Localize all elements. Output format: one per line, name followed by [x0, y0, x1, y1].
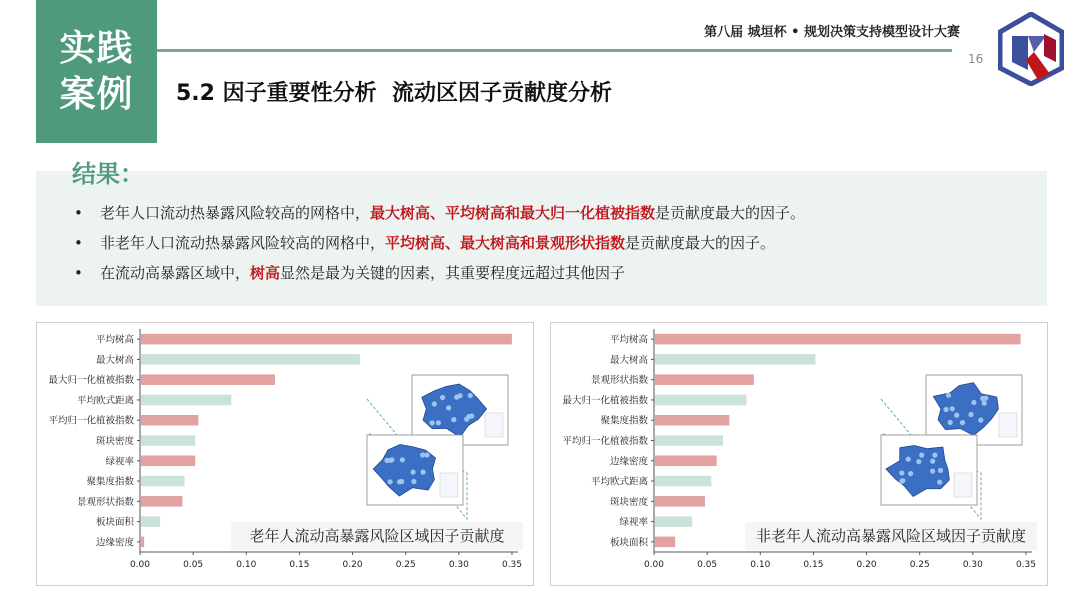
x-tick-label: 0.05: [697, 560, 718, 570]
map-speckle: [944, 407, 949, 412]
map-speckle: [982, 401, 987, 406]
map-speckle: [899, 470, 904, 475]
map-speckle: [421, 470, 426, 475]
bar: [141, 516, 160, 527]
category-label: 板块面积: [609, 537, 648, 549]
map-speckle: [432, 401, 437, 406]
map-speckle: [469, 413, 474, 418]
chart-caption: 老年人流动高暴露风险区域因子贡献度: [249, 527, 505, 545]
category-label: 景观形状指数: [76, 496, 134, 508]
chart-caption: 非老年人流动高暴露风险区域因子贡献度: [755, 527, 1027, 545]
x-tick-label: 0.00: [643, 560, 665, 570]
contest-logo-icon: [998, 12, 1064, 86]
result-bullet-list: [74, 198, 805, 288]
map-speckle: [440, 395, 445, 400]
x-tick-label: 0.20: [856, 560, 877, 570]
category-label: 板块面积: [95, 517, 134, 529]
x-tick-label: 0.15: [803, 560, 824, 570]
bar: [655, 334, 1021, 345]
bar: [655, 496, 705, 507]
highlighted-text: 平均树高、最大树高和景观形状指数: [385, 234, 626, 252]
x-tick-label: 0.10: [236, 560, 257, 570]
bar: [655, 374, 754, 385]
x-tick-label: 0.25: [395, 560, 416, 570]
map-speckle: [919, 453, 924, 458]
bar: [141, 456, 195, 467]
category-label: 最大树高: [95, 354, 134, 366]
map-speckle: [930, 459, 935, 464]
x-tick-label: 0.10: [750, 560, 771, 570]
map-speckle: [458, 393, 463, 398]
bullet-text: 非老年人口流动热暴露风险较高的网格中，: [100, 234, 386, 252]
result-bullet: [74, 258, 805, 288]
map-speckle: [930, 469, 935, 474]
bar: [655, 537, 675, 548]
header-divider: [157, 49, 952, 52]
category-label: 斑块密度: [95, 436, 134, 447]
bullet-dot: •: [74, 264, 83, 282]
category-label: 斑块密度: [609, 496, 648, 508]
map-speckle: [938, 468, 943, 473]
map-legend: [485, 413, 503, 437]
bullet-text: 老年人口流动热暴露风险较高的网格中，: [100, 204, 371, 222]
map-legend: [954, 473, 972, 497]
category-label: 绿视率: [105, 456, 134, 468]
category-label: 聚集度指数: [600, 415, 648, 427]
badge-line-2: 案例: [59, 73, 134, 115]
map-speckle: [388, 479, 393, 484]
map-speckle: [978, 418, 983, 423]
map-speckle: [464, 417, 469, 422]
map-speckle: [399, 479, 404, 484]
map-speckle: [451, 417, 456, 422]
map-speckle: [420, 452, 425, 457]
map-speckle: [950, 406, 955, 411]
category-label: 最大归一化植被指数: [48, 375, 134, 387]
result-bullet: [74, 228, 805, 258]
inset-map-thumbnails: [881, 375, 1022, 519]
category-label: 聚集度指数: [86, 476, 134, 488]
map-speckle: [430, 420, 435, 425]
bullet-dot: •: [74, 234, 83, 252]
map-speckle: [384, 458, 389, 463]
badge-line-1: 实践: [59, 27, 134, 69]
map-speckle: [971, 400, 976, 405]
bar: [655, 456, 717, 467]
category-label: 平均归一化植被指数: [48, 415, 134, 427]
bar: [141, 395, 231, 406]
category-label: 边缘密度: [95, 537, 134, 549]
category-label: 平均欧式距离: [590, 476, 648, 488]
category-label: 边缘密度: [609, 456, 648, 468]
map-speckle: [980, 396, 985, 401]
highlighted-text: 树高: [250, 264, 281, 282]
bullet-text: 显然是最为关键的因素，其重要程度远超过其他因子: [280, 264, 626, 282]
x-tick-label: 0.15: [289, 560, 310, 570]
map-speckle: [908, 471, 913, 476]
map-speckle: [968, 412, 973, 417]
bar: [655, 415, 729, 426]
bullet-text: 在流动高暴露区域中，: [100, 264, 251, 282]
category-label: 平均归一化植被指数: [562, 436, 648, 447]
result-bullet: [74, 198, 805, 228]
bar: [141, 374, 275, 385]
map-speckle: [932, 453, 937, 458]
map-legend: [440, 473, 458, 497]
x-tick-label: 0.00: [129, 560, 151, 570]
bar: [141, 354, 360, 365]
map-speckle: [946, 393, 951, 398]
category-label: 平均树高: [95, 334, 134, 346]
bar-chart-svg: [37, 323, 533, 585]
page-title: 5.2 因子重要性分析 流动区因子贡献度分析: [176, 81, 612, 106]
x-tick-label: 0.30: [448, 560, 469, 570]
page-number: 16: [968, 52, 984, 66]
bullet-dot: •: [74, 204, 83, 222]
bullet-text: 是贡献度最大的因子。: [655, 204, 806, 222]
map-speckle: [960, 420, 965, 425]
map-speckle: [411, 470, 416, 475]
map-speckle: [900, 478, 905, 483]
x-tick-label: 0.30: [962, 560, 983, 570]
category-label: 绿视率: [619, 517, 648, 529]
bar: [141, 476, 185, 487]
map-speckle: [436, 420, 441, 425]
result-label: 结果：: [72, 160, 144, 188]
map-speckle: [948, 420, 953, 425]
x-tick-label: 0.05: [183, 560, 204, 570]
bar: [141, 415, 198, 426]
map-speckle: [916, 459, 921, 464]
inset-map-thumbnails: [367, 375, 508, 519]
bar: [655, 395, 746, 406]
map-speckle: [906, 457, 911, 462]
elderly-contribution-chart: [36, 322, 534, 586]
map-speckle: [937, 480, 942, 485]
category-label: 平均欧式距离: [76, 395, 134, 407]
non-elderly-contribution-chart: [550, 322, 1048, 586]
x-tick-label: 0.20: [342, 560, 363, 570]
bar: [141, 435, 195, 446]
x-tick-label: 0.25: [909, 560, 930, 570]
map-legend: [999, 413, 1017, 437]
bar: [141, 537, 144, 548]
category-label: 平均树高: [609, 334, 648, 346]
map-speckle: [446, 405, 451, 410]
map-speckle: [400, 457, 405, 462]
category-label: 景观形状指数: [590, 375, 648, 387]
contest-name: 第八届 城垣杯 • 规划决策支持模型设计大赛: [704, 25, 960, 40]
bar: [655, 435, 723, 446]
map-speckle: [411, 479, 416, 484]
bar: [655, 516, 692, 527]
bar: [141, 496, 182, 507]
map-speckle: [954, 413, 959, 418]
x-tick-label: 0.35: [1015, 560, 1037, 570]
bar: [141, 334, 512, 345]
bar: [655, 476, 711, 487]
bullet-text: 是贡献度最大的因子。: [625, 234, 776, 252]
map-speckle: [468, 393, 473, 398]
category-label: 最大归一化植被指数: [562, 395, 648, 407]
category-label: 最大树高: [609, 354, 648, 366]
bar-chart-svg: [551, 323, 1047, 585]
section-badge: [36, 0, 157, 143]
x-tick-label: 0.35: [501, 560, 523, 570]
highlighted-text: 最大树高、平均树高和最大归一化植被指数: [370, 204, 656, 222]
bar: [655, 354, 815, 365]
